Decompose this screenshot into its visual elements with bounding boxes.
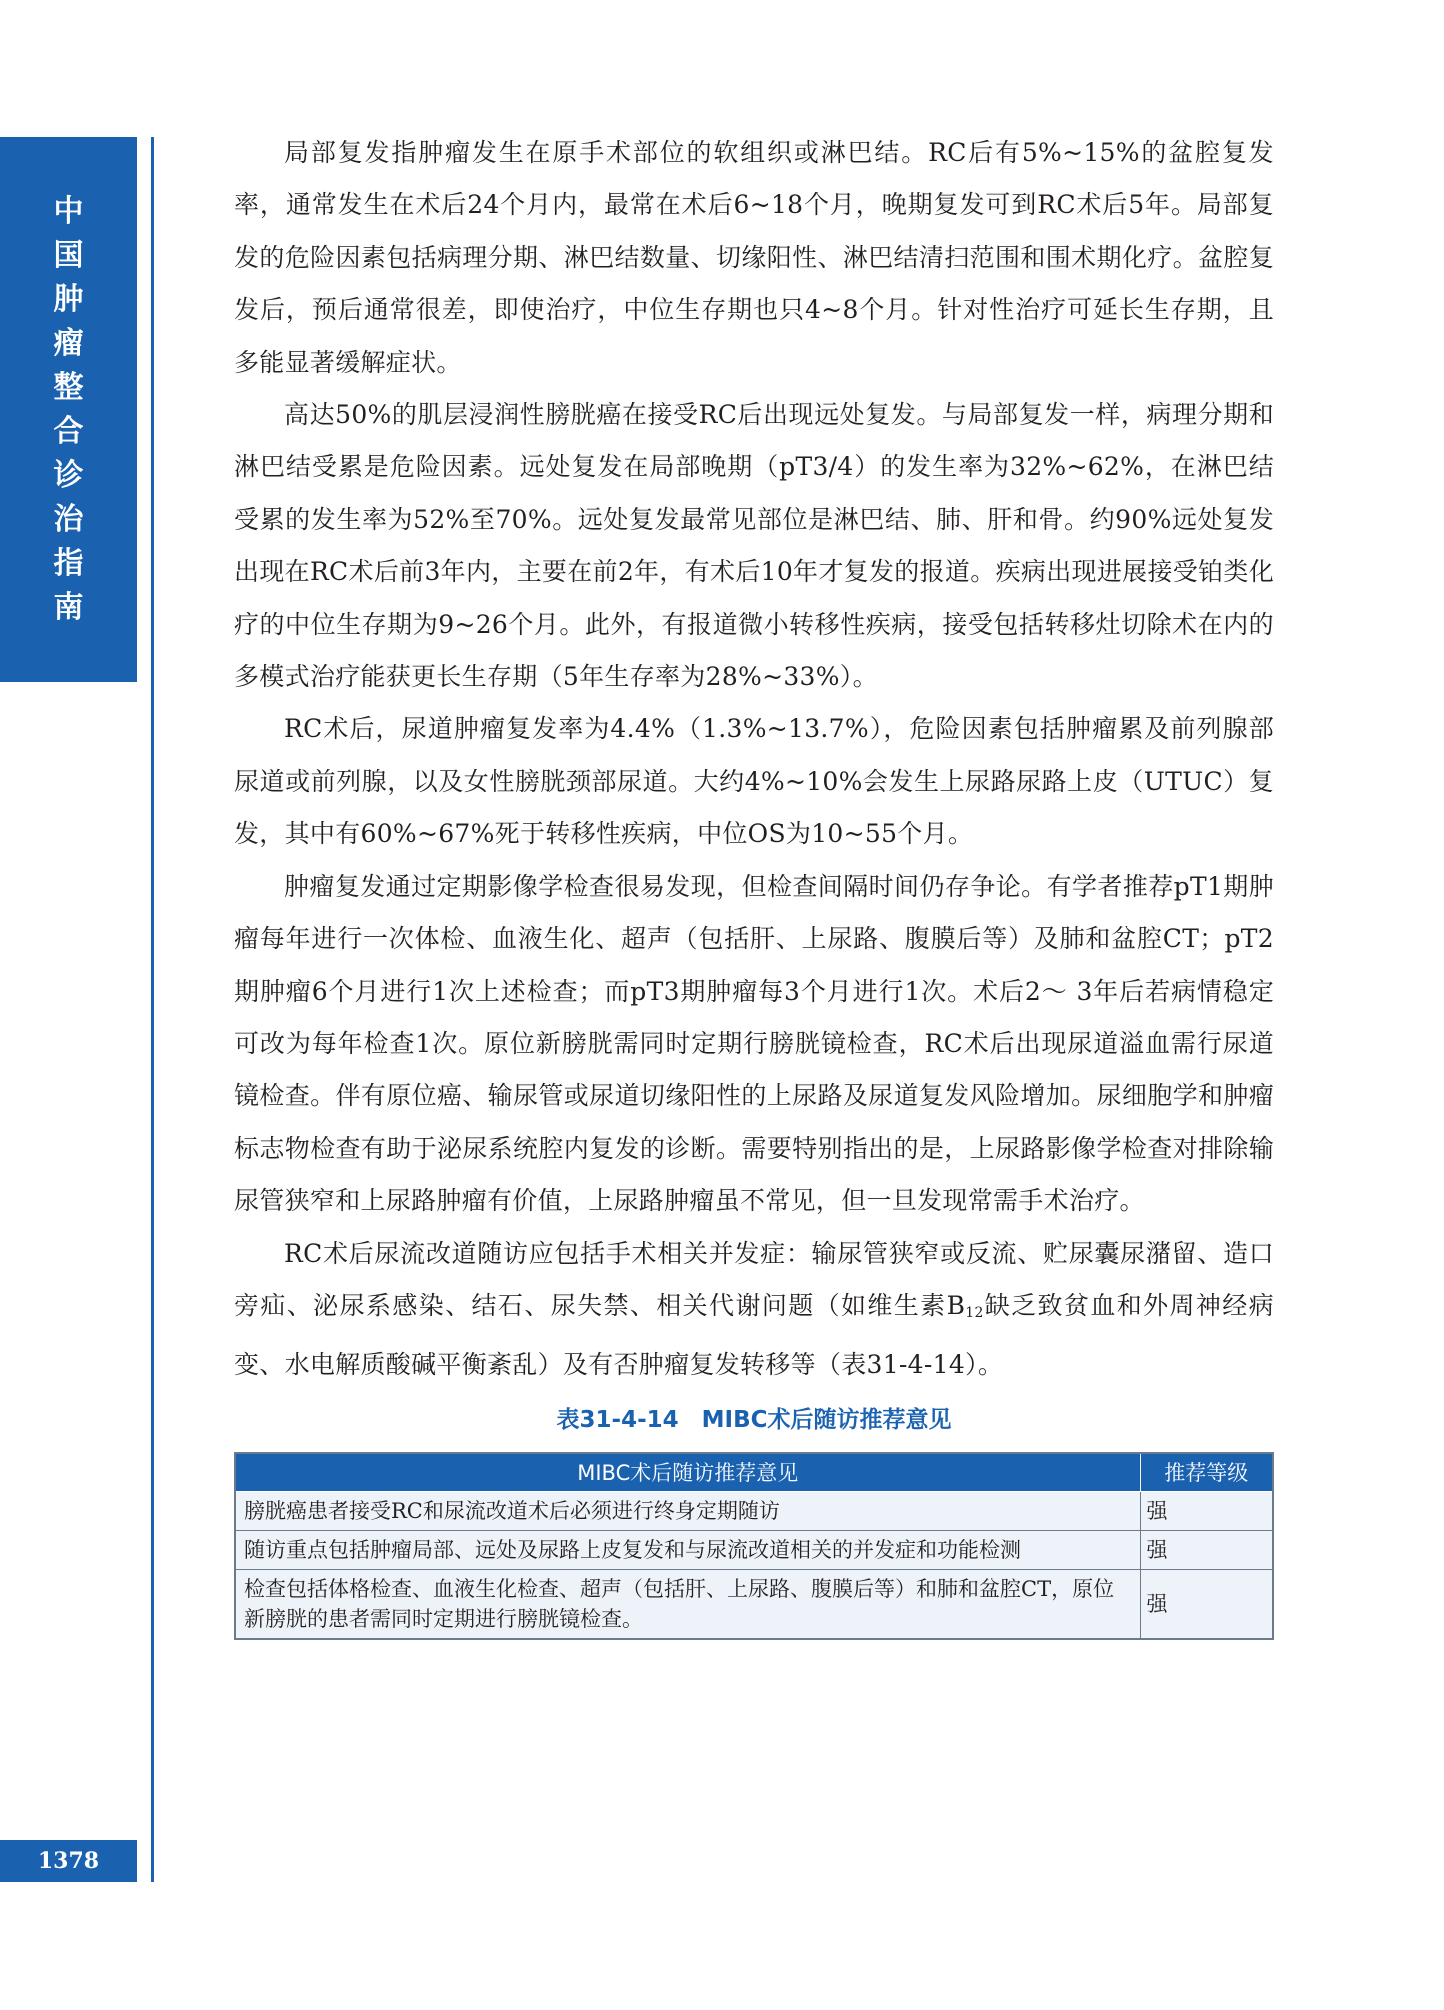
- table-header-recommendation: MIBC术后随访推荐意见: [235, 1453, 1140, 1492]
- table-header-row: [235, 1453, 1273, 1492]
- recommendation-table: [234, 1452, 1274, 1640]
- grade-cell: 强: [1140, 1491, 1273, 1530]
- page-number: 1378: [0, 1840, 137, 1882]
- book-title-char: 肿: [53, 281, 84, 317]
- paragraph-local-recurrence: 局部复发指肿瘤发生在原手术部位的软组织或淋巴结。RC后有5%~15%的盆腔复发率，通常发生在术后24个月内，最常在术后6~18个月，晚期复发可到RC术后5年。局部复发的危险因素包括病理分期、淋巴结数量、切缘阳性、淋巴结清扫范围和围术期化疗。盆腔复发后，预后通常很差，即使治疗，中位生存期也只4~8个月。针对性治疗可延长生存期，且多能显著缓解症状。: [234, 138, 1274, 377]
- table-row: [235, 1491, 1273, 1530]
- paragraph-text: RC术后尿流改道随访应包括手术相关并发症：输尿管狭窄或反流、贮尿囊尿潴留、造口旁疝、泌尿系感染、结石、尿失禁、相关代谢问题（如维生素B: [234, 1238, 1274, 1320]
- table-title: 表31-4-14 MIBC术后随访推荐意见: [556, 1406, 952, 1433]
- grade-cell: 强: [1140, 1569, 1273, 1639]
- margin-rule: [151, 137, 154, 1882]
- book-title-char: 瘤: [53, 325, 84, 361]
- paragraph-distant-recurrence: 高达50%的肌层浸润性膀胱癌在接受RC后出现远处复发。与局部复发一样，病理分期和淋巴结受累是危险因素。远处复发在局部晚期（pT3/4）的发生率为32%~62%，在淋巴结受累的发生率为52%至70%。远处复发最常见部位是淋巴结、肺、肝和骨。约90%远处复发出现在RC术后前3年内，主要在前2年，有术后10年才复发的报道。疾病出现进展接受铂类化疗的中位生存期为9~26个月。此外，有报道微小转移性疾病，接受包括转移灶切除术在内的多模式治疗能获更长生存期（5年生存率为28%~33%）。: [234, 400, 1274, 692]
- recommendation-cell: 随访重点包括肿瘤局部、远处及尿路上皮复发和与尿流改道相关的并发症和功能检测: [235, 1530, 1140, 1569]
- recommendation-cell: 膀胱癌患者接受RC和尿流改道术后必须进行终身定期随访: [235, 1491, 1140, 1530]
- book-title-char: 整: [53, 369, 84, 405]
- book-title-char: 国: [53, 237, 84, 273]
- book-title-tab: [0, 137, 137, 682]
- page-body: [234, 127, 1274, 1640]
- subscript: 12: [965, 1304, 984, 1321]
- book-title-char: 中: [53, 193, 84, 229]
- table-row: [235, 1530, 1273, 1569]
- paragraph-urethral-recurrence: RC术后，尿道肿瘤复发率为4.4%（1.3%~13.7%），危险因素包括肿瘤累及前列腺部尿道或前列腺，以及女性膀胱颈部尿道。大约4%~10%会发生上尿路尿路上皮（UTUC）复发，其中有60%~67%死于转移性疾病，中位OS为10~55个月。: [234, 714, 1274, 849]
- book-title-char: 南: [53, 589, 84, 625]
- book-title-char: 合: [53, 413, 84, 449]
- book-title-char: 治: [53, 501, 84, 537]
- paragraph-follow-up-imaging: 肿瘤复发通过定期影像学检查很易发现，但检查间隔时间仍存争论。有学者推荐pT1期肿瘤每年进行一次体检、血液生化、超声（包括肝、上尿路、腹膜后等）及肺和盆腔CT；pT2期肿瘤6个月进行1次上述检查；而pT3期肿瘤每3个月进行1次。术后2～ 3年后若病情稳定可改为每年检查1次。原位新膀胱需同时定期行膀胱镜检查，RC术后出现尿道溢血需行尿道镜检查。伴有原位癌、输尿管或尿道切缘阳性的上尿路及尿道复发风险增加。尿细胞学和肿瘤标志物检查有助于泌尿系统腔内复发的诊断。需要特别指出的是，上尿路影像学检查对排除输尿管狭窄和上尿路肿瘤有价值，上尿路肿瘤虽不常见，但一旦发现常需手术治疗。: [234, 871, 1274, 1216]
- table-row: [235, 1569, 1273, 1639]
- grade-cell: 强: [1140, 1530, 1273, 1569]
- book-title-char: 指: [53, 545, 84, 581]
- recommendation-cell: 检查包括体格检查、血液生化检查、超声（包括肝、上尿路、腹膜后等）和肺和盆腔CT，原位新膀胱的患者需同时定期进行膀胱镜检查。: [235, 1569, 1140, 1639]
- paragraph-urinary-diversion-follow-up: [234, 1228, 1274, 1392]
- book-title-char: 诊: [53, 457, 84, 493]
- table-header-grade: 推荐等级: [1140, 1453, 1273, 1492]
- paragraph-text: 缺乏致贫血和外周神经病变、水电解质酸碱平衡紊乱）及有否肿瘤复发转移等（表31-4-14）。: [234, 1290, 1274, 1380]
